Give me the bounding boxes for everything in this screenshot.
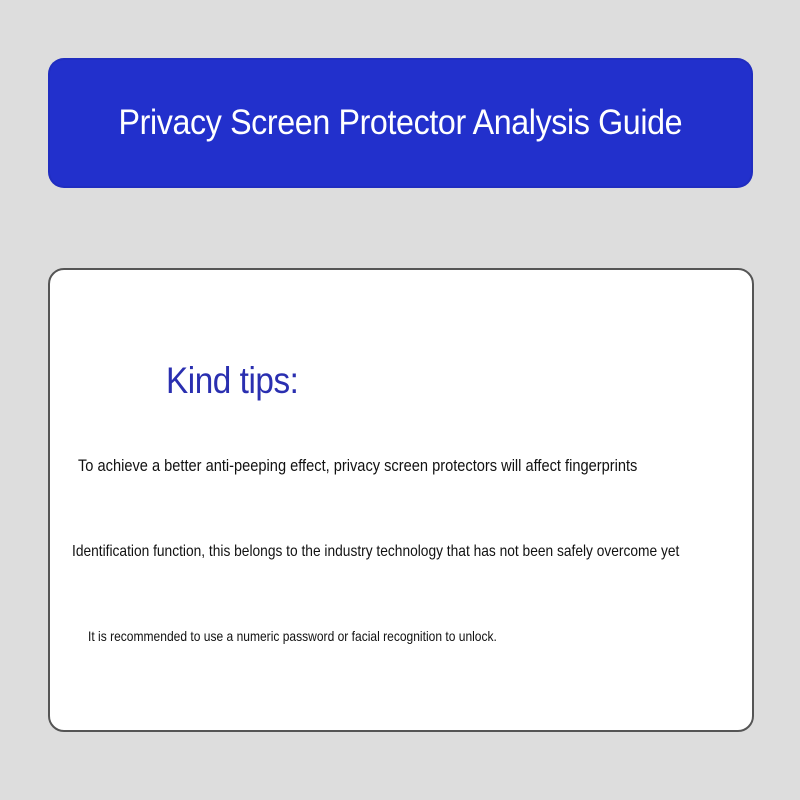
- tips-card: [48, 268, 754, 732]
- page-title: Privacy Screen Protector Analysis Guide: [118, 103, 683, 142]
- tip-line-3: It is recommended to use a numeric password or facial recognition to unlock.: [88, 628, 497, 644]
- tip-line-2: Identification function, this belongs to the industry technology that has not been safely overcome yet: [72, 543, 680, 560]
- header-banner: [48, 58, 753, 188]
- tips-heading: Kind tips:: [166, 360, 299, 401]
- tip-line-1: To achieve a better anti-peeping effect, privacy screen protectors will affect fingerprints: [78, 456, 638, 475]
